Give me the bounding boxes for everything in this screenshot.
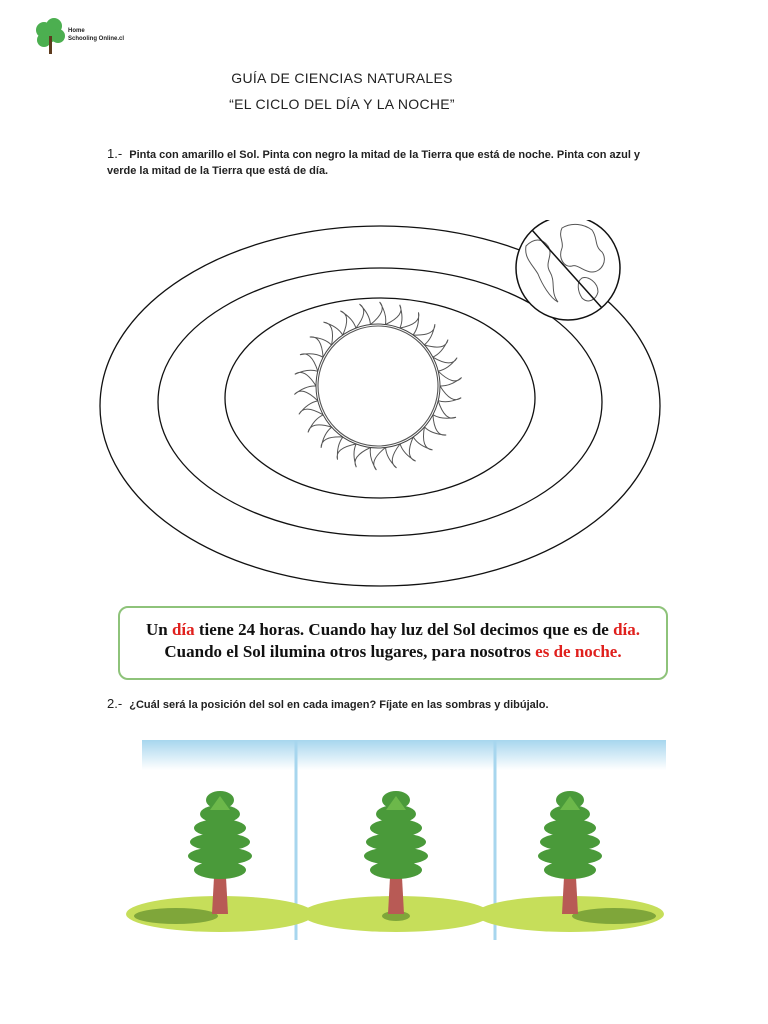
callout-line-1 xyxy=(120,619,666,641)
callout-highlight-dia: día xyxy=(171,620,195,639)
callout-text-2a: Cuando el Sol ilumina otros lugares, para nosotros xyxy=(164,642,536,661)
tree-shadow xyxy=(134,908,218,924)
info-callout xyxy=(118,606,668,680)
callout-text-1a: Un xyxy=(145,620,172,639)
question-2-text: ¿Cuál será la posición del sol en cada imagen? Fíjate en las sombras y dibújalo. xyxy=(129,699,549,711)
callout-highlight-noche: es de noche. xyxy=(535,642,622,661)
tree-logo-icon xyxy=(32,16,68,56)
worksheet-subtitle: “EL CICLO DEL DÍA Y LA NOCHE” xyxy=(229,96,455,112)
logo-text xyxy=(68,27,124,43)
sun-ray xyxy=(295,370,318,386)
question-1-text: Pinta con amarillo el Sol. Pinta con negro la mitad de la Tierra que está de noche. Pinta con azul y verde la mitad de la Tierra que está de día. xyxy=(107,149,641,177)
earth-icon xyxy=(516,220,620,320)
tree-illustrations xyxy=(120,740,690,940)
sun-ray xyxy=(370,448,385,471)
tree-foliage xyxy=(194,861,246,879)
sun-ray xyxy=(438,371,461,386)
tree-panel xyxy=(476,791,664,932)
sun-ray xyxy=(294,386,317,401)
callout-line-2 xyxy=(120,641,666,663)
logo-line-1: Home xyxy=(68,28,85,34)
sky-strip xyxy=(142,740,666,770)
tree-foliage xyxy=(544,861,596,879)
callout-text-1c: tiene 24 horas. Cuando hay luz del Sol decimos que es de xyxy=(194,620,614,639)
callout-highlight-dia-2: día. xyxy=(613,620,641,639)
question-1-number: 1.- xyxy=(107,146,123,161)
sun-ray xyxy=(438,386,461,402)
sun-icon xyxy=(294,302,461,470)
question-2-number: 2.- xyxy=(107,696,123,711)
logo-line-2: Schooling Online.cl xyxy=(68,36,125,42)
question-1 xyxy=(107,146,667,179)
question-2 xyxy=(107,696,667,713)
sun-ray xyxy=(371,302,386,325)
worksheet-title: GUÍA DE CIENCIAS NATURALES xyxy=(231,70,453,86)
tree-panel xyxy=(126,791,314,932)
tree-panel xyxy=(302,791,490,932)
tree-foliage xyxy=(370,861,422,879)
orbit-diagram xyxy=(90,220,670,590)
tree-shadow xyxy=(572,908,656,924)
